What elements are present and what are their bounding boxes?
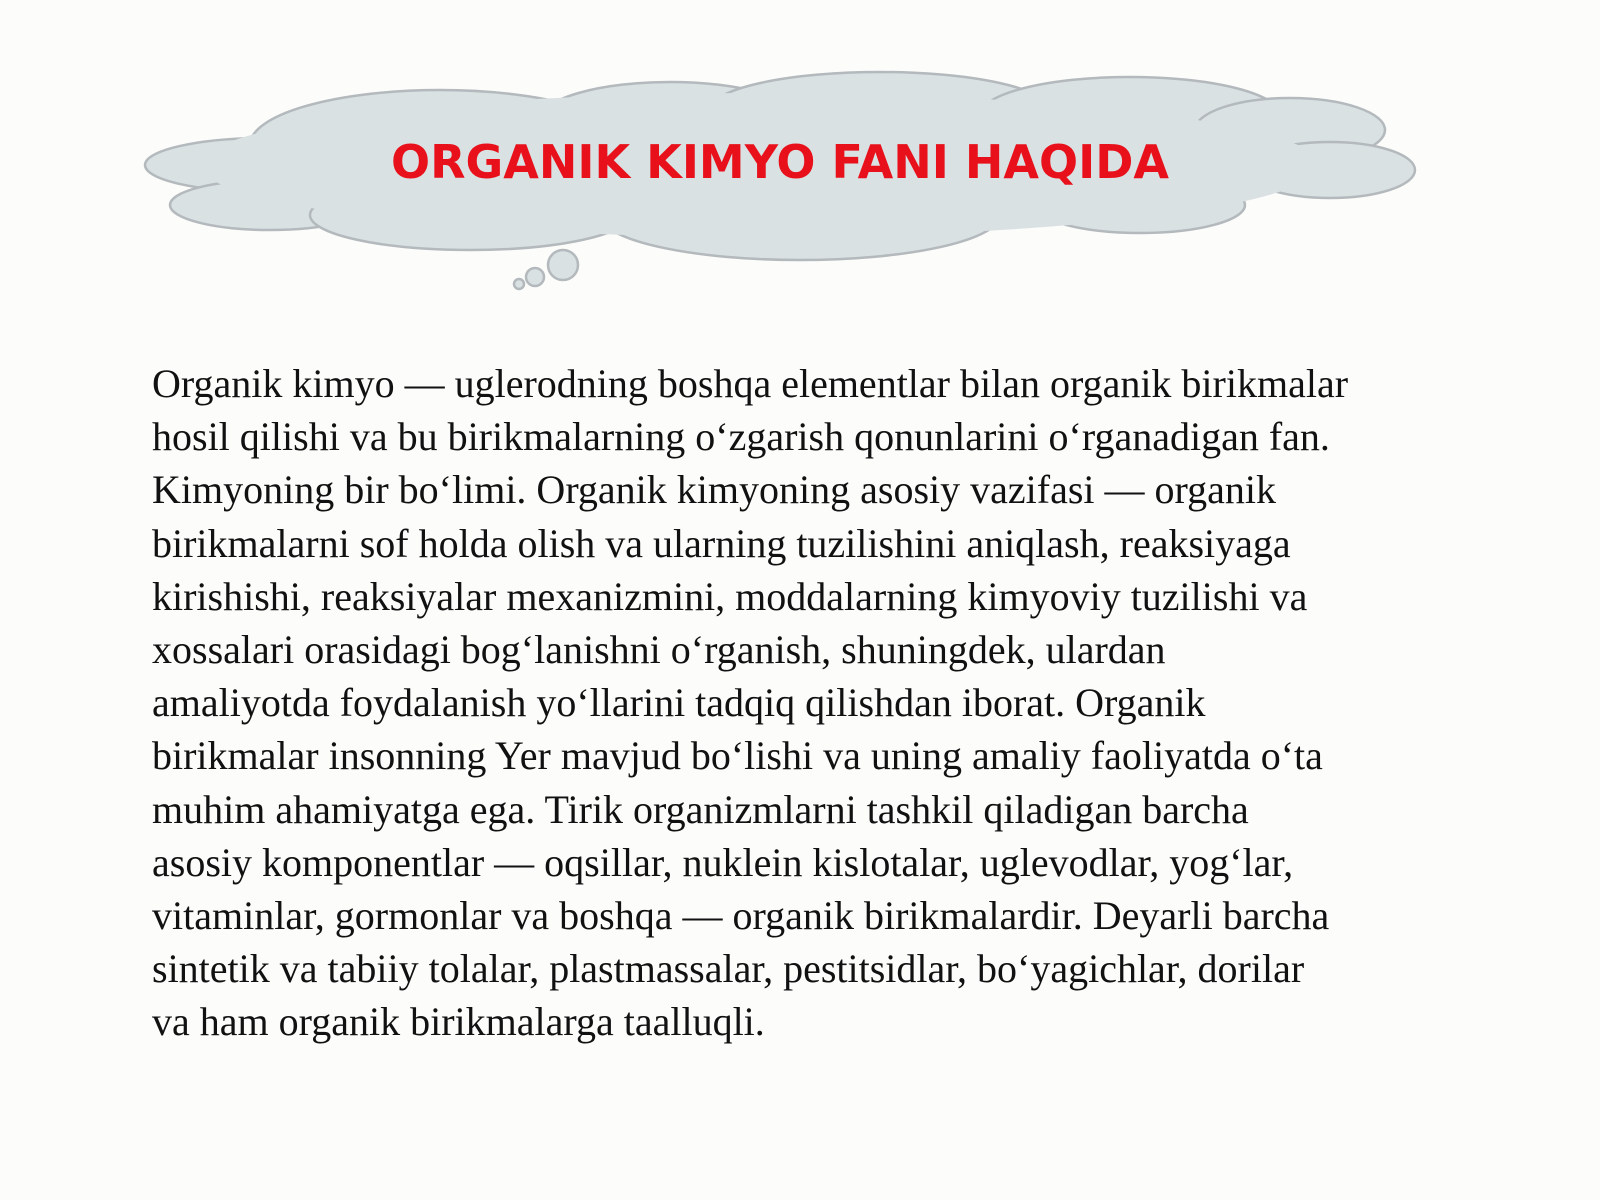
- slide-title: ORGANIK KIMYO FANI HAQIDA: [391, 135, 1169, 189]
- slide-body-text: Organik kimyo — uglerodning boshqa elementlar bilan organik birikmalar hosil qilishi va bu birikmalarning oʻzgarish qonunlarini oʻrganadigan fan. Kimyoning bir boʻlimi. Organik kimyoning asosiy vazifasi — organik birikmalarni sof holda olish va ularning tuzilishini aniqlash, reaksiyaga kirishishi, reaksiyalar mexanizmini, moddalarning kimyoviy tuzilishi va xossalari orasidagi bogʻlanishni oʻrganish, shuningdek, ulardan amaliyotda foydalanish yoʻllarini tadqiq qilishdan iborat. Organik birikmalar insonning Yer mavjud boʻlishi va uning amaliy faoliyatda oʻta muhim ahamiyatga ega. Tirik organizmlarni tashkil qiladigan barcha asosiy komponentlar — oqsillar, nuklein kislotalar, uglevodlar, yogʻlar, vitaminlar, gormonlar va boshqa — organik birikmalardir. Deyarli barcha sintetik va tabiiy tolalar, plastmassalar, pestitsidlar, boʻyagichlar, dorilar va ham organik birikmalarga taalluqli.: [152, 361, 1349, 1045]
